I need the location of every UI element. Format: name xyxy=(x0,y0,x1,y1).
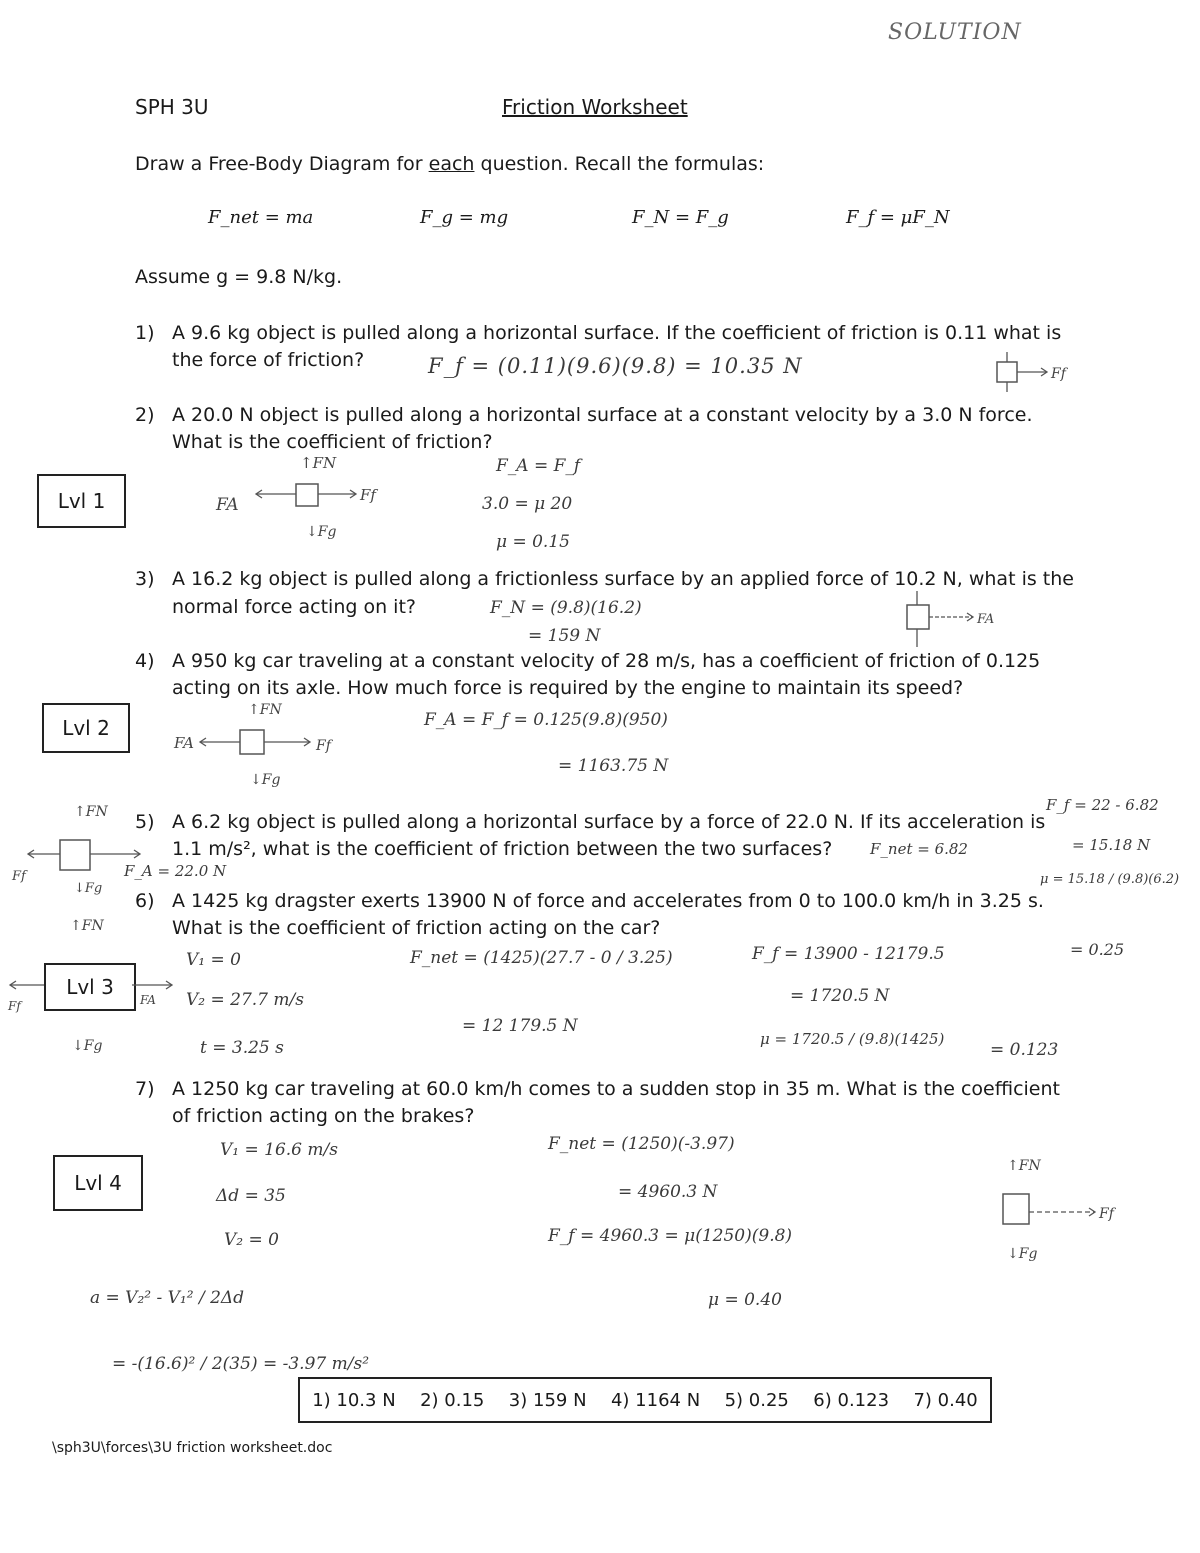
assumption: Assume g = 9.8 N/kg. xyxy=(135,266,343,288)
q6-mu-calc: μ = 1720.5 / (9.8)(1425) xyxy=(760,1030,945,1048)
q7-accel-result: = -(16.6)² / 2(35) = -3.97 m/s² xyxy=(112,1354,370,1374)
question-6-line2: What is the coefficient of friction acting on the car? xyxy=(172,917,661,939)
q1-free-body-diagram xyxy=(985,350,1085,410)
question-4-line1: A 950 kg car traveling at a constant velocity of 28 m/s, has a coefficient of friction of 0.125 xyxy=(172,650,1041,672)
answer-3: 3) 159 N xyxy=(508,1389,587,1411)
q6-v2: V₂ = 27.7 m/s xyxy=(186,990,304,1010)
svg-text:↑FN: ↑FN xyxy=(248,702,282,718)
q4-free-body-diagram xyxy=(170,700,360,790)
solution-mark: SOLUTION xyxy=(888,20,1022,45)
question-2-line2: What is the coefficient of friction? xyxy=(172,431,493,453)
svg-text:Ff: Ff xyxy=(1099,1206,1114,1222)
answer-5: 5) 0.25 xyxy=(724,1389,789,1411)
answer-1: 1) 10.3 N xyxy=(312,1389,396,1411)
svg-text:↓Fg: ↓Fg xyxy=(74,881,103,895)
instructions-suffix: question. Recall the formulas: xyxy=(474,153,765,175)
q5-mu-calc: μ = 15.18 / (9.8)(6.2) xyxy=(1040,872,1180,887)
question-4-line2: acting on its axle. How much force is required by the engine to maintain its speed? xyxy=(172,677,964,699)
q6-friction-result: = 1720.5 N xyxy=(790,986,890,1006)
q6-v1: V₁ = 0 xyxy=(186,950,241,970)
q6-mu-result: = 0.123 xyxy=(990,1040,1059,1060)
level-box-4: Lvl 4 xyxy=(53,1155,143,1211)
instructions-prefix: Draw a Free-Body Diagram for xyxy=(135,153,429,175)
question-5-line1: A 6.2 kg object is pulled along a horizontal surface by a force of 22.0 N. If its acceleration is xyxy=(172,811,1046,833)
instructions-emphasis: each xyxy=(428,153,475,175)
q7-v2: V₂ = 0 xyxy=(224,1230,279,1250)
answer-2: 2) 0.15 xyxy=(420,1389,485,1411)
level-box-2: Lvl 2 xyxy=(42,703,130,753)
question-1-line1: A 9.6 kg object is pulled along a horizontal surface. If the coefficient of friction is 0.11 what is xyxy=(172,322,1062,344)
question-3-number: 3) xyxy=(135,568,155,590)
q5-mu-result: = 0.25 xyxy=(1070,940,1125,959)
svg-text:FA: FA xyxy=(174,734,194,752)
q6-free-body-diagram xyxy=(6,910,196,1065)
q7-net-force-calc: F_net = (1250)(-3.97) xyxy=(548,1134,735,1154)
question-2-number: 2) xyxy=(135,404,155,426)
formula-fn: F_N = F_g xyxy=(632,207,729,228)
q4-work-line2: = 1163.75 N xyxy=(558,756,669,776)
q7-accel-formula: a = V₂² - V₁² / 2Δd xyxy=(90,1288,245,1308)
q5-applied-force: F_A = 22.0 N xyxy=(124,862,227,880)
page-title: Friction Worksheet xyxy=(502,95,688,119)
q6-time: t = 3.25 s xyxy=(200,1038,284,1058)
question-7-number: 7) xyxy=(135,1078,155,1100)
q3-free-body-diagram xyxy=(895,585,1015,655)
question-3-line2: normal force acting on it? xyxy=(172,596,416,618)
svg-text:↑FN: ↑FN xyxy=(300,454,337,472)
svg-text:↑FN: ↑FN xyxy=(70,918,104,934)
q6-net-force-calc: F_net = (1425)(27.7 - 0 / 3.25) xyxy=(410,948,673,968)
answer-6: 6) 0.123 xyxy=(813,1389,890,1411)
svg-text:FA: FA xyxy=(140,993,156,1007)
q5-free-body-diagram xyxy=(8,800,158,895)
question-2-line1: A 20.0 N object is pulled along a horizontal surface at a constant velocity by a 3.0 N force. xyxy=(172,404,1033,426)
q2-work-line2: 3.0 = μ 20 xyxy=(482,494,573,514)
formula-ff: F_f = μF_N xyxy=(846,207,950,228)
svg-text:Ff: Ff xyxy=(8,999,21,1013)
q7-net-force-result: = 4960.3 N xyxy=(618,1182,718,1202)
formula-fg: F_g = mg xyxy=(420,207,509,228)
q7-mu-result: μ = 0.40 xyxy=(708,1290,782,1310)
svg-text:↑FN: ↑FN xyxy=(74,804,108,820)
question-1-line2: the force of friction? xyxy=(172,349,365,371)
question-7-line2: of friction acting on the brakes? xyxy=(172,1105,475,1127)
q7-displacement: Δd = 35 xyxy=(216,1186,286,1206)
answer-4: 4) 1164 N xyxy=(610,1389,701,1411)
svg-text:Ff: Ff xyxy=(1051,366,1066,382)
question-5-number: 5) xyxy=(135,811,155,833)
q3-work-line1: F_N = (9.8)(16.2) xyxy=(490,598,642,618)
q5-friction-result: = 15.18 N xyxy=(1072,836,1151,854)
level-box-3: Lvl 3 xyxy=(44,963,136,1011)
svg-text:↓Fg: ↓Fg xyxy=(72,1038,103,1054)
svg-text:FA: FA xyxy=(977,612,995,627)
q2-work-line3: μ = 0.15 xyxy=(496,532,570,552)
question-1-number: 1) xyxy=(135,322,155,344)
question-6-number: 6) xyxy=(135,890,155,912)
question-6-line1: A 1425 kg dragster exerts 13900 N of force and accelerates from 0 to 100.0 km/h in 3.25 s. xyxy=(172,890,1044,912)
question-4-number: 4) xyxy=(135,650,155,672)
svg-text:↓Fg: ↓Fg xyxy=(250,772,281,788)
q5-friction-calc: F_f = 22 - 6.82 xyxy=(1046,796,1159,814)
formula-fnet: F_net = ma xyxy=(208,207,314,228)
q2-work-line1: F_A = F_f xyxy=(496,456,581,476)
q7-free-body-diagram xyxy=(985,1150,1135,1270)
question-3-line1: A 16.2 kg object is pulled along a frictionless surface by an applied force of 10.2 N, what is the xyxy=(172,568,1074,590)
course-code: SPH 3U xyxy=(135,95,209,119)
answer-7: 7) 0.40 xyxy=(913,1389,978,1411)
answer-key-box xyxy=(298,1377,992,1423)
svg-text:Ff: Ff xyxy=(12,869,26,884)
question-5-line2: 1.1 m/s², what is the coefficient of friction between the two surfaces? xyxy=(172,838,833,860)
q1-work: F_f = (0.11)(9.6)(9.8) = 10.35 N xyxy=(428,354,803,378)
svg-text:Ff: Ff xyxy=(360,486,376,504)
instructions xyxy=(135,153,764,175)
q3-work-line2: = 159 N xyxy=(528,626,601,646)
q6-friction-calc: F_f = 13900 - 12179.5 xyxy=(752,944,945,964)
svg-text:↓Fg: ↓Fg xyxy=(1007,1246,1038,1262)
svg-text:↓Fg: ↓Fg xyxy=(306,524,337,540)
q7-v1: V₁ = 16.6 m/s xyxy=(220,1140,338,1160)
svg-text:↑FN: ↑FN xyxy=(1007,1158,1041,1174)
q2-free-body-diagram xyxy=(210,452,410,552)
q6-net-force-result: = 12 179.5 N xyxy=(462,1016,578,1036)
q4-work-line1: F_A = F_f = 0.125(9.8)(950) xyxy=(424,710,668,730)
svg-text:Ff: Ff xyxy=(316,738,331,754)
q7-friction-eq: F_f = 4960.3 = μ(1250)(9.8) xyxy=(548,1226,793,1246)
q5-net-force: F_net = 6.82 xyxy=(870,840,968,858)
question-7-line1: A 1250 kg car traveling at 60.0 km/h comes to a sudden stop in 35 m. What is the coefficient xyxy=(172,1078,1060,1100)
file-path-footer: \sph3U\forces\3U friction worksheet.doc xyxy=(52,1440,333,1456)
svg-text:FA: FA xyxy=(216,495,239,515)
level-box-1: Lvl 1 xyxy=(37,474,126,528)
